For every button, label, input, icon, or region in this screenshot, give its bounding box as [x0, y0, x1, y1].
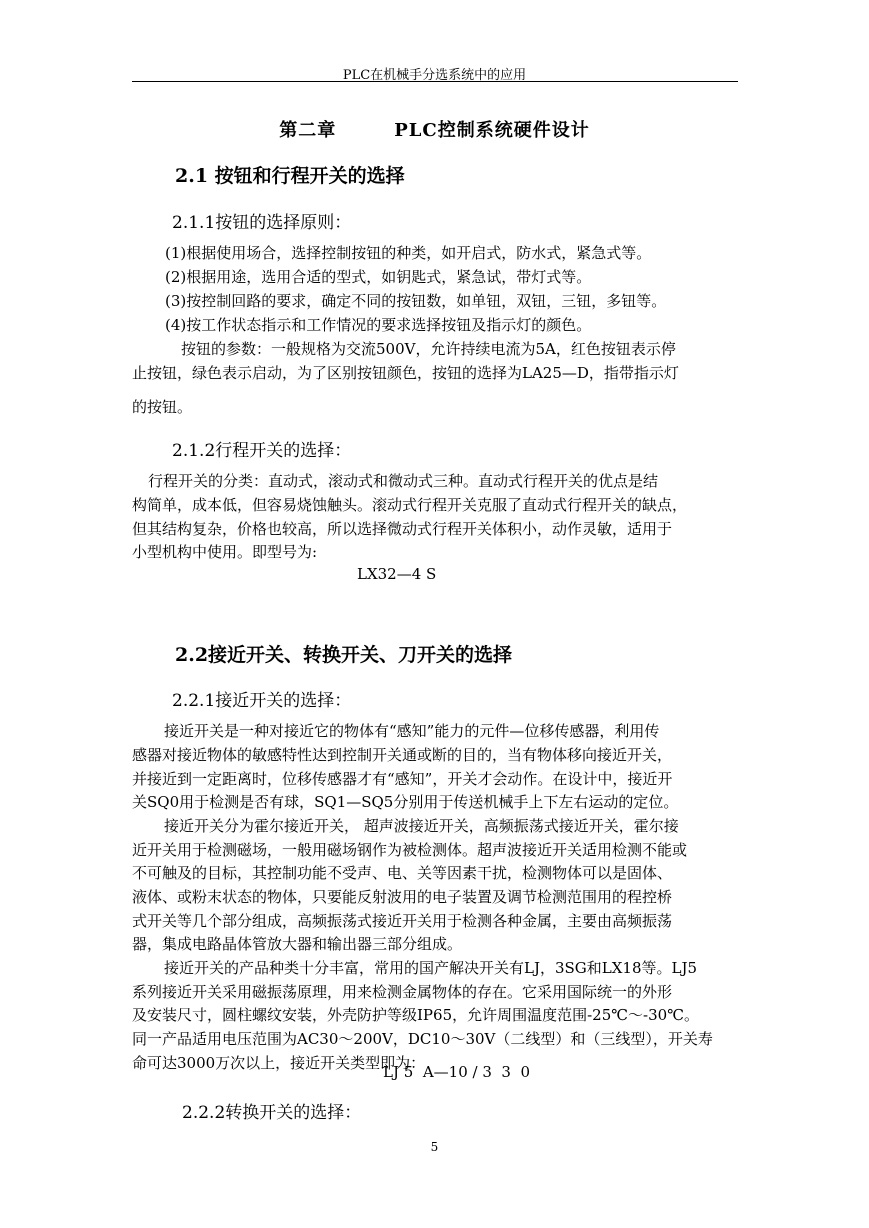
list-item: (1)根据使用场合，选择控制按钮的种类，如开启式，防水式，紧急式等。 [165, 244, 652, 262]
model-number: LJ 5 A—10 / 3 3 0 [383, 1063, 531, 1081]
section-2-2-1-heading: 2.2.1接近开关的选择： [172, 691, 352, 711]
paragraph-line: 但其结构复杂，价格也较高，所以选择微动式行程开关体积小，动作灵敏，适用于 [132, 520, 673, 538]
list-item: (3)按控制回路的要求，确定不同的按钮数，如单钮，双钮，三钮，多钮等。 [165, 292, 667, 310]
paragraph-line: 同一产品适用电压范围为AC30～200V，DC10～30V（二线型）和（三线型），开关寿 [132, 1030, 713, 1048]
running-header: PLC在机械手分选系统中的应用 [342, 68, 527, 83]
paragraph-line: 构简单，成本低，但容易烧蚀触头。滚动式行程开关克服了直动式行程开关的缺点， [132, 496, 688, 514]
paragraph-line: 接近开关的产品种类十分丰富，常用的国产解决开关有LJ，3SG和LX18等。LJ5 [164, 959, 698, 977]
paragraph-line: 按钮的参数：一般规格为交流500V，允许持续电流为5A，红色按钮表示停 [181, 340, 676, 358]
paragraph-line: 关SQ0用于检测是否有球，SQ1—SQ5分别用于传送机械手上下左右运动的定位。 [132, 793, 679, 811]
paragraph-line: 感器对接近物体的敏感特性达到控制开关通或断的目的，当有物体移向接近开关， [132, 746, 673, 764]
section-2-1-heading: 2.1 按钮和行程开关的选择 [175, 165, 405, 187]
section-2-1-2-heading: 2.1.2行程开关的选择： [172, 441, 352, 461]
chapter-title [0, 116, 869, 142]
paragraph-line: 小型机构中使用。即型号为: [132, 543, 318, 561]
paragraph-line: 接近开关是一种对接近它的物体有“感知”能力的元件—位移传感器，利用传 [164, 722, 660, 740]
section-2-2-heading: 2.2接近开关、转换开关、刀开关的选择 [175, 644, 513, 666]
chapter-number: 第二章 [279, 120, 337, 141]
section-2-2-2-heading: 2.2.2转换开关的选择： [182, 1103, 362, 1123]
paragraph-line: 及安装尺寸，圆柱螺纹安装，外壳防护等级IP65，允许周围温度范围-25℃～-30℃。 [132, 1006, 699, 1024]
header-rule [132, 81, 738, 82]
paragraph-line: 的按钮。 [132, 398, 193, 416]
chapter-name: PLC控制系统硬件设计 [394, 120, 590, 141]
paragraph-line: 接近开关分为霍尔接近开关， 超声波接近开关，高频振荡式接近开关，霍尔接 [164, 817, 679, 835]
paragraph-line: 式开关等几个部分组成，高频振荡式接近开关用于检测各种金属，主要由高频振荡 [132, 912, 673, 930]
paragraph-line: 行程开关的分类：直动式，滚动式和微动式三种。直动式行程开关的优点是结 [148, 472, 659, 490]
list-item: (4)按工作状态指示和工作情况的要求选择按钮及指示灯的颜色。 [165, 316, 592, 334]
model-number: LX32—4 S [357, 565, 437, 583]
paragraph-line: 命可达3000万次以上，接近开关类型即为： [132, 1054, 426, 1072]
paragraph-line: 液体、或粉末状态的物体，只要能反射波用的电子装置及调节检测范围用的程控桥 [132, 888, 673, 906]
page-number: 5 [430, 1140, 439, 1154]
paragraph-line: 近开关用于检测磁场，一般用磁场钢作为被检测体。超声波接近开关适用检测不能或 [132, 841, 688, 859]
paragraph-line: 并接近到一定距离时，位移传感器才有“感知”，开关才会动作。在设计中，接近开 [132, 770, 673, 788]
paragraph-line: 止按钮，绿色表示启动，为了区别按钮颜色，按钮的选择为LA25—D，指带指示灯 [132, 364, 679, 382]
paragraph-line: 不可触及的目标，其控制功能不受声、电、关等因素干扰，检测物体可以是固体、 [132, 864, 673, 882]
paragraph-line: 系列接近开关采用磁振荡原理，用来检测金属物体的存在。它采用国际统一的外形 [132, 983, 673, 1001]
paragraph-line: 器，集成电路晶体管放大器和输出器三部分组成。 [132, 935, 463, 953]
section-2-1-1-heading: 2.1.1按钮的选择原则： [172, 213, 352, 233]
list-item: (2)根据用途，选用合适的型式，如钥匙式，紧急试，带灯式等。 [165, 268, 592, 286]
